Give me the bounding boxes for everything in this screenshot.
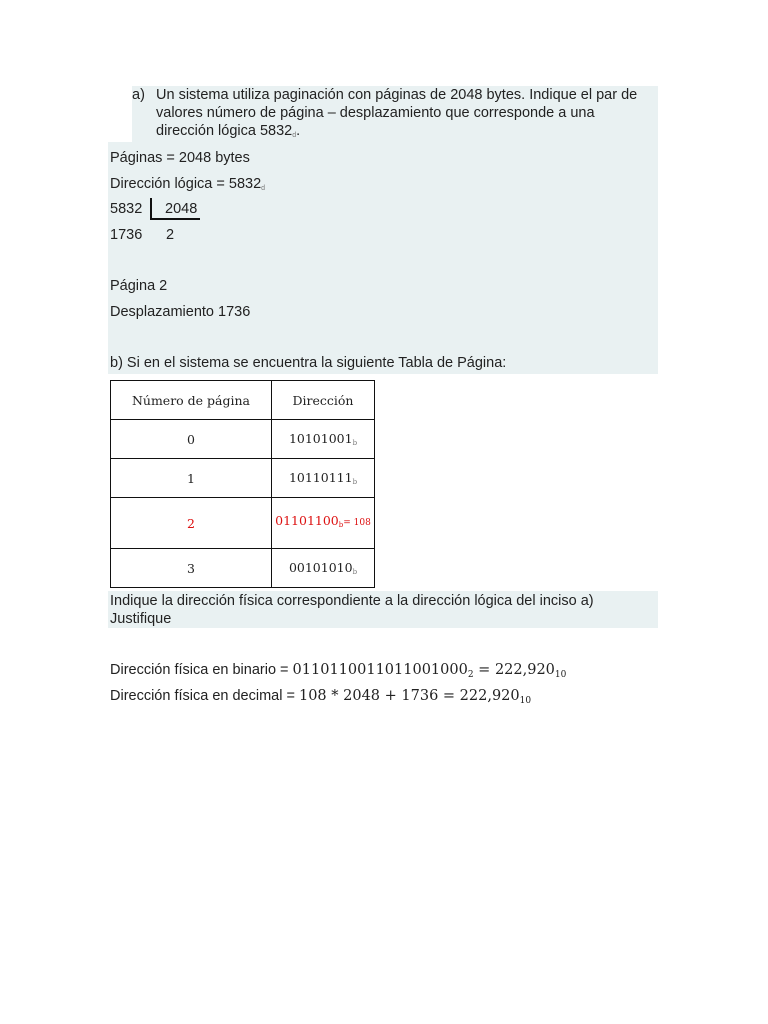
- header-page-number: Número de página: [111, 381, 272, 420]
- pages-line: Páginas = 2048 bytes: [110, 150, 250, 166]
- question-c-line2: Justifique: [110, 611, 172, 627]
- physical-decimal-line: Dirección física en decimal = $108 * 2048 + 1736 = 222,920_{10}$: [110, 688, 532, 706]
- cell-page: 1: [111, 459, 272, 498]
- offset-result: Desplazamiento 1736: [110, 304, 251, 320]
- cell-page: 2: [111, 498, 272, 549]
- remainder: 1736: [110, 227, 143, 243]
- header-address: Dirección: [272, 381, 375, 420]
- cell-address: $10101001_b$: [272, 420, 375, 459]
- table-header-row: [111, 381, 375, 420]
- page-table: [110, 380, 375, 588]
- cell-address: $00101010_b$: [272, 549, 375, 588]
- physical-binary-line: Dirección física en binario = $0110110011011001000_2 = 222,920_{10}$: [110, 662, 567, 680]
- page-result: Página 2: [110, 278, 168, 294]
- table-row: [111, 549, 375, 588]
- table-row-highlighted: [111, 498, 375, 549]
- question-b-text: b) Si en el sistema se encuentra la siguiente Tabla de Página:: [110, 355, 507, 371]
- table-row: [111, 420, 375, 459]
- quotient: 2: [166, 227, 175, 243]
- question-a-label: a): [132, 87, 145, 103]
- cell-address: $10110111_b$: [272, 459, 375, 498]
- question-a-text: Un sistema utiliza paginación con páginas de 2048 bytes. Indique el par de valores número de página – desplazamiento que corresponde a una dirección lógica $5832_d$.: [156, 87, 638, 139]
- dividend: 5832: [110, 201, 143, 217]
- cell-page: 3: [111, 549, 272, 588]
- divisor: 2048: [165, 201, 198, 217]
- cell-address: $01101100_b= 108$: [272, 498, 375, 549]
- table-row: [111, 459, 375, 498]
- cell-page: 0: [111, 420, 272, 459]
- logical-address-line: Dirección lógica = $5832_d$: [110, 176, 266, 192]
- question-c-line1: Indique la dirección física correspondiente a la dirección lógica del inciso a): [110, 593, 594, 609]
